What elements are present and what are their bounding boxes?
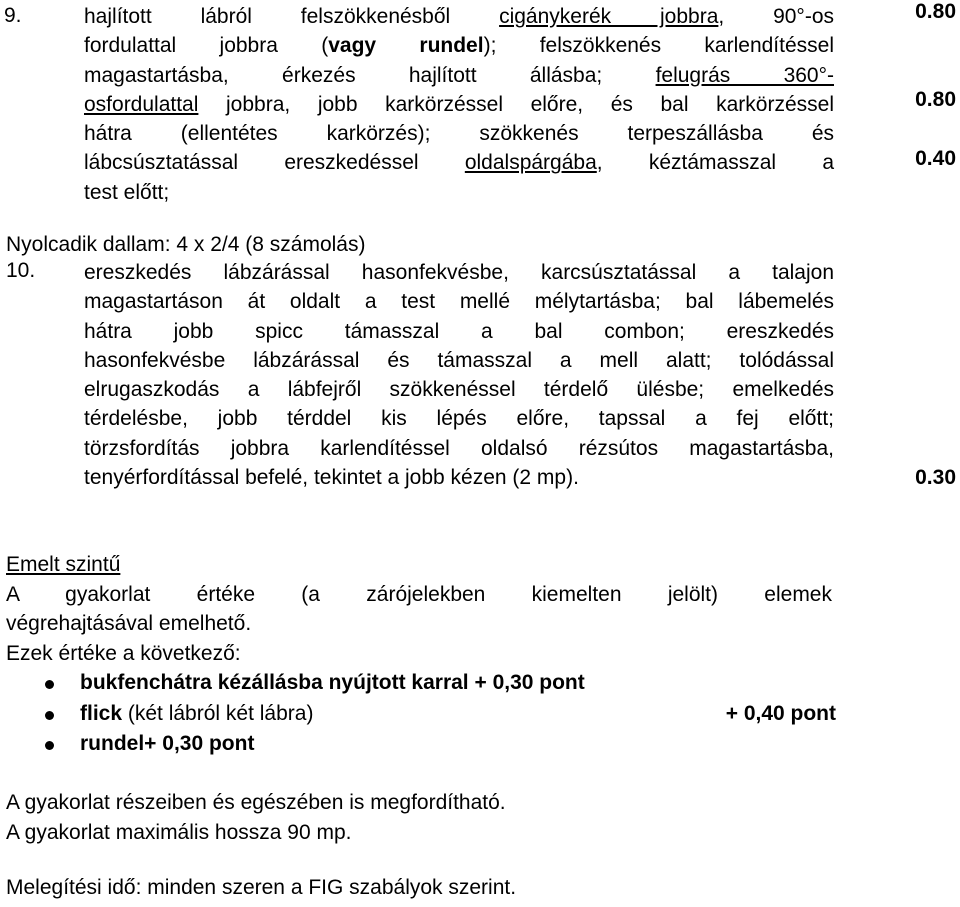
item-9-line [84,2,834,31]
bonus-item-segment: rundel+ 0,30 pont [80,732,255,755]
item-9-text: cigánykerék jobbra [499,5,719,28]
section-heading: Nyolcadik dallam: 4 x 2/4 (8 számolás) [6,233,366,256]
item-9-line [84,90,834,119]
item-9-text: test előtt; [84,180,170,204]
item-9-line [84,178,834,207]
item-10-line: magastartáson át oldalt a test mellé mélytartásba; bal lábemelés [84,290,834,314]
item-9-text: ); felszökkenés karlendítéssel [483,34,834,58]
advanced-intro [6,580,832,639]
advanced-values-line: Ezek értéke a következő: [6,642,241,665]
item-9-score-2: 0.80 [915,88,956,111]
advanced-heading: Emelt szintű [6,553,121,576]
item-9-text: , 90°-os [718,5,834,28]
item-9-text: felugrás 360°- [655,63,834,87]
item-9-text: magastartásba, érkezés hajlított állásba; [84,63,656,87]
item-10-line: tenyérfordítással befelé, tekintet a jobb kézen (2 mp). [84,466,579,490]
item-9-text: osfordulattal [84,92,199,116]
item-9-text: hátra (ellentétes karkörzés); szökkenés terpeszállásba és [84,122,834,146]
bullet-icon [45,711,54,720]
bonus-item-text [80,729,254,760]
item-10-line: hátra jobb spicc támasszal a bal combon; ereszkedés [84,319,834,343]
item-9-text: oldalspárgába [464,151,597,175]
bonus-item-segment: bukfenchátra kézállásba nyújtott karral + 0,30 pont [80,671,585,694]
bullet-icon [45,741,54,750]
item-9-text: vagy rundel [328,34,484,58]
bonus-item-segment: (két lábról két lábra) [122,701,314,725]
item-10-line: törzsfordítás jobbra karlendítéssel oldalsó rézsútos magastartásba, [84,436,834,460]
item-10-number: 10. [6,259,36,282]
item-10-line: hasonfekvésbe lábzárással és támasszal a mell alatt; tolódással [84,348,834,372]
note-max-length: A gyakorlat maximális hossza 90 mp. [6,821,352,844]
bonus-item-value: + 0,40 pont [725,701,836,725]
advanced-intro-line-2: végrehajtásával emelhető. [6,612,252,636]
item-10-line: térdelésbe, jobb térddel kis lépés előre, tapssal a fej előtt; [84,407,834,431]
item-9-score-3: 0.40 [915,147,956,170]
bonus-item-segment: flick [80,701,123,725]
item-9-line [84,119,834,148]
item-9-text: fordulattal jobbra ( [84,34,329,58]
item-9-line [84,148,834,177]
item-9-description [84,2,834,207]
item-9-line [84,31,834,60]
bonus-list [6,668,836,760]
bullet-icon [45,680,54,689]
item-9-number: 9. [4,4,22,27]
item-10-description [84,258,834,492]
item-9-line [84,61,834,90]
note-reversible: A gyakorlat részeiben és egészében is megfordítható. [6,791,506,814]
item-9-score-1: 0.80 [915,0,956,23]
bonus-item-text [80,699,313,730]
note-warmup: Melegítési idő: minden szeren a FIG szabályok szerint. [6,876,517,899]
item-9-text: lábcsúsztatással ereszkedéssel [84,151,465,175]
bonus-item [6,699,836,730]
item-10-line: elrugaszkodás a lábfejről szökkenéssel térdelő ülésbe; emelkedés [84,378,834,402]
bonus-item-text [80,668,585,699]
item-9-text: , kéztámasszal a [596,151,834,175]
bonus-item [6,668,836,699]
item-9-text: jobbra, jobb karkörzéssel előre, és bal karkörzéssel [198,92,834,116]
item-10-score: 0.30 [915,466,956,489]
advanced-intro-line-1: A gyakorlat értéke (a zárójelekben kiemelten jelölt) elemek [6,583,832,606]
item-9-text: hajlított lábról felszökkenésből [84,5,500,28]
bonus-item [6,729,836,760]
item-10-line: ereszkedés lábzárással hasonfekvésbe, karcsúsztatással a talajon [84,261,834,284]
